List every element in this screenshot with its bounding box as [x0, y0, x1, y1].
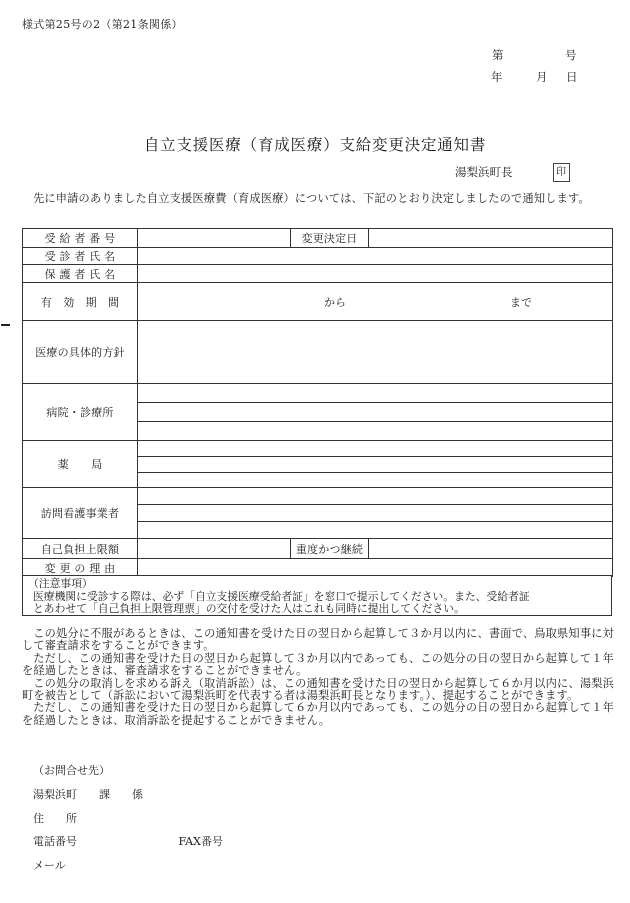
appeal-paragraph-2: ただし、この通知書を受けた日の翌日から起算して３か月以内であっても、この処分の日の翌日から起算して１年を経過したときは、審査請求をすることができません。 — [22, 651, 614, 678]
issuer-line — [455, 164, 570, 182]
contact-address-label: 住 所 — [33, 812, 77, 825]
patient-name-value — [138, 248, 613, 265]
registration-mark — [1, 324, 10, 326]
copay-limit-label: 自己負担上限額 — [23, 539, 138, 559]
severe-continuous-label: 重度かつ継続 — [291, 539, 369, 559]
guardian-name-label: 保 護 者 氏 名 — [23, 265, 138, 283]
issuer-name: 湯梨浜町長 — [455, 165, 513, 179]
period-from-label: から — [324, 295, 346, 309]
contact-phone-label: 電話番号 — [33, 835, 77, 848]
severe-continuous-value — [369, 539, 613, 559]
notes-box — [22, 575, 612, 616]
hospital-value-1 — [138, 384, 613, 403]
change-reason-label: 変 更 の 理 由 — [23, 559, 138, 577]
period-to-label: まで — [510, 295, 532, 309]
table-row-valid-period — [23, 283, 613, 321]
decision-table — [22, 228, 613, 577]
doc-number-suffix: 号 — [565, 48, 577, 62]
page-title: 自立支援医療（育成医療）支給変更決定通知書 — [143, 136, 487, 154]
contact-office-line: 湯梨浜町 課 係 — [33, 788, 143, 801]
contact-heading: （お問合せ先） — [33, 764, 110, 777]
valid-period-value — [138, 283, 613, 321]
date-day-label: 日 — [566, 70, 578, 84]
hospital-value-3 — [138, 422, 613, 441]
table-row-recipient-number — [23, 229, 613, 248]
guardian-name-value — [138, 265, 613, 283]
table-row-hospital — [23, 384, 613, 403]
change-decision-date-label: 変更決定日 — [291, 229, 369, 248]
notes-line-2: とあわせて「自己負担上限管理票」の交付を受けた人はこれも同時に提出してください。 — [33, 602, 465, 616]
home-nursing-value-3 — [138, 522, 613, 539]
hospital-clinic-label: 病院・診療所 — [23, 384, 138, 441]
treatment-policy-value — [138, 321, 613, 384]
intro-sentence: 先に申請のありました自立支援医療費（育成医療）については、下記のとおり決定しましたので通知します。 — [33, 192, 590, 205]
table-row-pharmacy — [23, 441, 613, 457]
appeal-paragraph-1: この処分に不服があるときは、この通知書を受けた日の翌日から起算して３か月以内に、書面で、鳥取県知事に対して審査請求をすることができます。 — [22, 627, 614, 653]
contact-fax-label: FAX番号 — [178, 835, 223, 848]
pharmacy-value-1 — [138, 441, 613, 457]
recipient-number-label: 受 給 者 番 号 — [23, 229, 138, 248]
table-row-home-nursing — [23, 488, 613, 505]
pharmacy-value-3 — [138, 473, 613, 488]
change-decision-date-value — [369, 229, 613, 248]
table-row-patient-name — [23, 248, 613, 265]
date-month-label: 月 — [536, 70, 548, 84]
appeal-paragraph-3: この処分の取消しを求める訴え（取消訴訟）は、この通知書を受けた日の翌日から起算して６か月以内に、湯梨浜町を被告として（訴訟において湯梨浜町を代表する者は湯梨浜町長となります。）、提起することができます。 — [22, 676, 614, 703]
table-row-change-reason — [23, 559, 613, 577]
pharmacy-label: 薬 局 — [23, 441, 138, 488]
recipient-number-value — [138, 229, 291, 248]
contact-email-label: メール — [33, 859, 66, 872]
home-nursing-label: 訪問看護事業者 — [23, 488, 138, 539]
contact-phone-fax-line — [33, 833, 223, 849]
seal-placeholder: 印 — [553, 163, 570, 182]
appeal-instructions — [22, 628, 614, 727]
pharmacy-value-2 — [138, 457, 613, 473]
table-row-copay-limit — [23, 539, 613, 559]
table-row-treatment-policy — [23, 321, 613, 384]
notes-line-1: 医療機関に受診する際は、必ず「自立支援医療受給者証」を窓口で提示してください。また、受給者証 — [33, 589, 530, 603]
date-year-label: 年 — [491, 70, 503, 84]
notes-heading: （注意事項） — [28, 577, 93, 590]
valid-period-label: 有 効 期 間 — [23, 283, 138, 321]
patient-name-label: 受 診 者 氏 名 — [23, 248, 138, 265]
home-nursing-value-2 — [138, 505, 613, 522]
copay-limit-value — [138, 539, 291, 559]
doc-number-prefix: 第 — [492, 48, 504, 62]
form-number: 様式第25号の2（第21条関係） — [22, 18, 183, 31]
change-reason-value — [138, 559, 613, 577]
appeal-paragraph-4: ただし、この通知書を受けた日の翌日から起算して６か月以内であっても、この処分の日の翌日から起算して１年を経過したときは、取消訴訟を提起することができません。 — [22, 701, 614, 727]
home-nursing-value-1 — [138, 488, 613, 505]
treatment-policy-label: 医療の具体的方針 — [23, 321, 138, 384]
hospital-value-2 — [138, 403, 613, 422]
table-row-guardian-name — [23, 265, 613, 283]
